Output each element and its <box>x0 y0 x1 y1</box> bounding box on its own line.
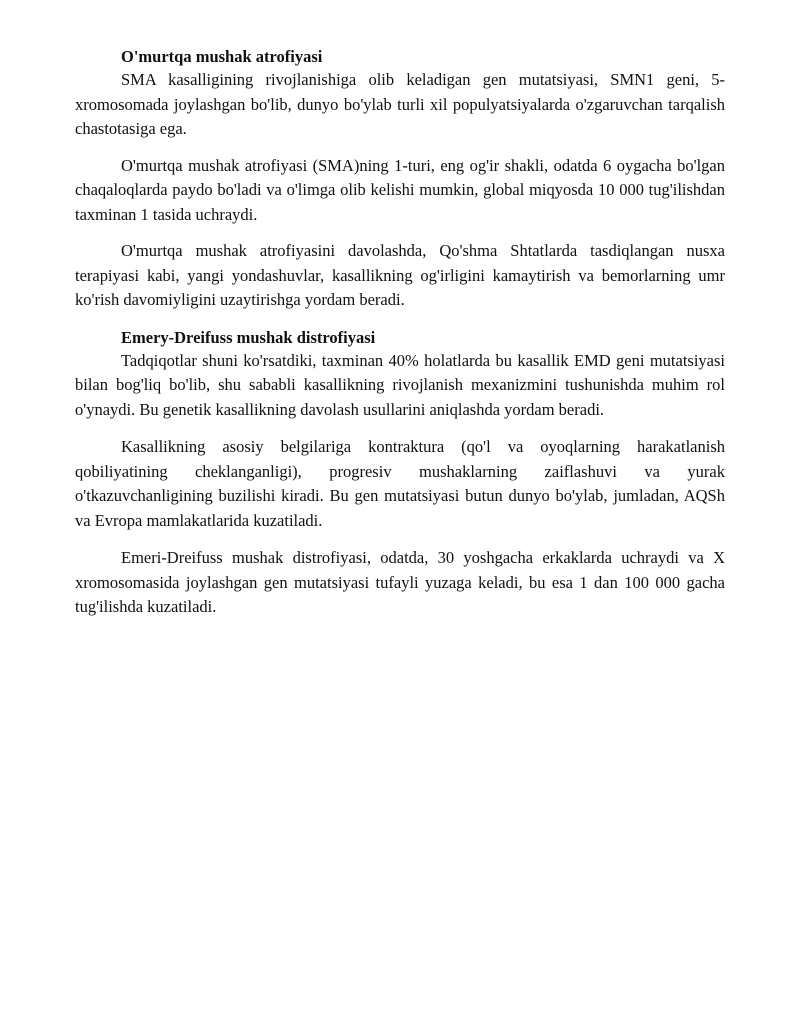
paragraph-sma-treatment: O'murtqa mushak atrofiyasini davolashda, Qo'shma Shtatlarda tasdiqlangan nusxa terapiyasi kabi, yangi yondashuvlar, kasallikning og'irligini kamaytirish va bemorlarning umr ko'rish davomiyligini uzaytirishga yordam beradi. <box>75 241 725 309</box>
paragraph-sma-type1: O'murtqa mushak atrofiyasi (SMA)ning 1-turi, eng og'ir shakli, odatda 6 oygacha bo'lgan chaqaloqlarda paydo bo'ladi va o'limga olib kelishi mumkin, global miqyosda 10 000 tug'ilishdan taxminan 1 tasida uchraydi. <box>75 155 725 224</box>
section-heading-emery-dreifuss: Emery-Dreifuss mushak distrofiyasi <box>121 327 376 347</box>
paragraph-edmd-symptoms: Kasallikning asosiy belgilariga kontraktura (qo'l va oyoqlarning harakatlanish qobiliyatining cheklanganligi), progresiv mushaklarning zaiflashuvi va yurak o'tkazuvchanligining buzilishi kiradi. Bu gen mutatsiyasi butun dunyo bo'ylab, jumladan, AQSh va Evropa mamlakatlarida kuzatiladi. <box>75 437 725 530</box>
section-heading-sma: O'murtqa mushak atrofiyasi <box>121 47 323 66</box>
paragraph-edmd-research: Tadqiqotlar shuni ko'rsatdiki, taxminan 40% holatlarda bu kasallik EMD geni mutatsiyasi bilan bog'liq bo'lib, shu sababli kasallikning rivojlanish mexanizmini tushunishda muhim rol o'ynaydi. Bu genetik kasallikning davolash usullarini aniqlashda yordam beradi. <box>75 350 725 419</box>
paragraph-edmd-prevalence: Emeri-Dreifuss mushak distrofiyasi, odatda, 30 yoshgacha erkaklarda uchraydi va X xromosomasida joylashgan gen mutatsiyasi tufayli yuzaga keladi, bu esa 1 dan 100 000 gacha tug'ilishda kuzatiladi. <box>75 548 725 616</box>
paragraph-sma-gene: SMA kasalligining rivojlanishiga olib keladigan gen mutatsiyasi, SMN1 geni, 5-xromosomada joylashgan bo'lib, dunyo bo'ylab turli xil populyatsiyalarda o'zgaruvchan tarqalish chastotasiga ega. <box>75 70 725 138</box>
document-page <box>75 46 725 620</box>
